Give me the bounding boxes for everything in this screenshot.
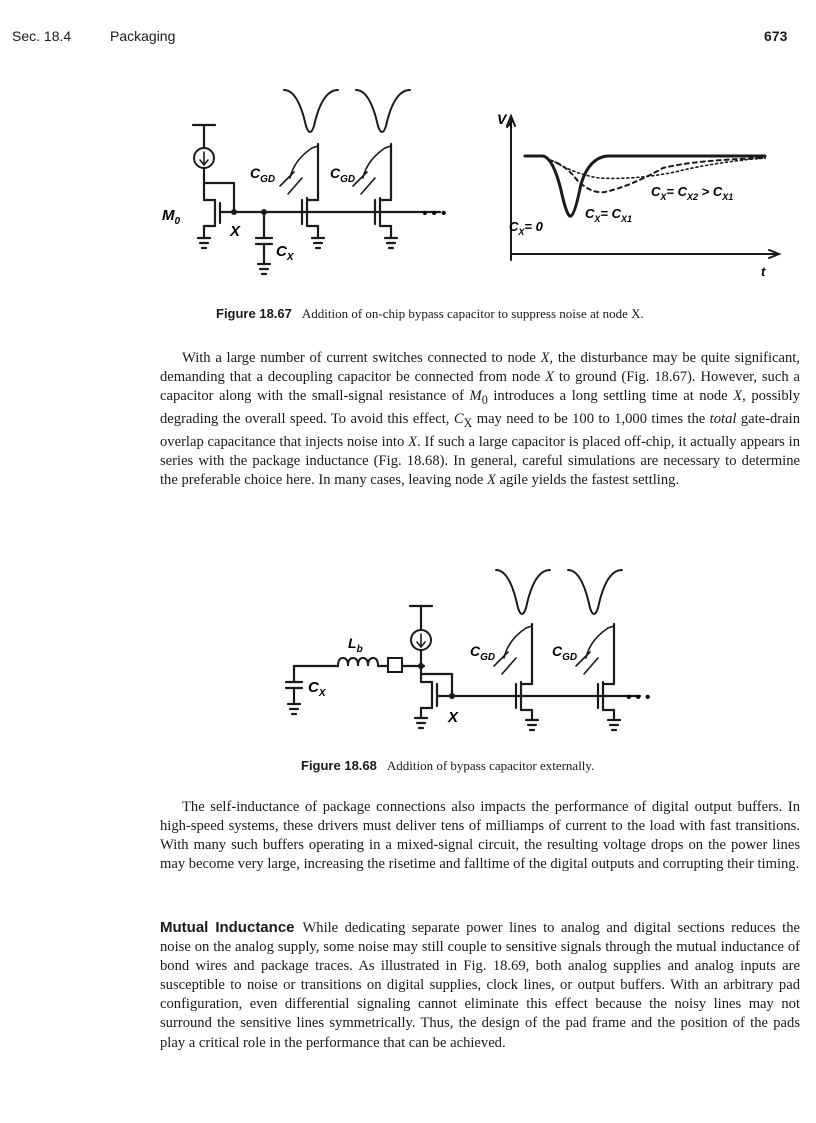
running-header-title: Packaging bbox=[110, 28, 176, 44]
continuation-dots: • • • bbox=[626, 689, 651, 706]
caption-text: Addition of bypass capacitor externally. bbox=[386, 758, 595, 773]
cgd-label-2: $C_{GD}$ bbox=[552, 643, 578, 663]
paragraph-bypass-capacitor: With a large number of current switches connected to node X, the disturbance may be quite significant, demanding that a decoupling capacitor be connected from node X to ground (Fig. 18.67). However, such a capacitor along with the small-signal resistance of $M_0$ introduces a long settling time at node X, possibly degrading the overall speed. To avoid this effect, $C_X$ may need to be 100 to 1,000 times the total gate-drain overlap capacitance that injects noise into X. If such a large capacitor is placed off-chip, it actually appears in series with the package inductance (Fig. 18.68). In general, careful simulations are necessary to determine the preferable choice here. In many cases, leaving node X agile yields the fastest settling. bbox=[160, 350, 800, 489]
cx-label: $C_X$ bbox=[276, 243, 294, 263]
caption-label: Figure 18.67 bbox=[216, 306, 292, 321]
plot-x-axis-label: t bbox=[761, 264, 766, 279]
page-number: 673 bbox=[764, 28, 788, 44]
figure-18-67-plot bbox=[495, 110, 790, 280]
cgd-label-1: $C_{GD}$ bbox=[250, 165, 276, 185]
paragraph-mutual-inductance: Mutual Inductance While dedicating separate power lines to analog and digital sections reduces the noise on the analog supply, some noise may still couple to sensitive signals through the mutual inductance of bond wires and package traces. As illustrated in Fig. 18.69, both analog supplies and analog inputs are susceptible to noise or transitions on digital supplies, clock lines, or output buffers. With an arbitrary pad configuration, even differential signaling cannot eliminate this effect because the noisy lines may not surround the sensitive lines symmetrically. Thus, the design of the pad frame and the position of the pads play a critical role in the performance that can be achieved. bbox=[160, 919, 800, 1051]
m0-label: $M_0$ bbox=[162, 207, 181, 227]
cgd-label-2: $C_{GD}$ bbox=[330, 165, 356, 185]
plot-y-axis-label: $V_X$ bbox=[497, 111, 514, 131]
figure-18-67-caption bbox=[216, 306, 644, 322]
node-x-label: X bbox=[448, 709, 459, 726]
figure-18-68-caption bbox=[301, 758, 594, 774]
paragraph-self-inductance: The self-inductance of package connections also impacts the performance of digital output buffers. In high-speed systems, these drivers must deliver tens of milliamps of current to the load with fast transitions. With many such buffers operating in a mixed-signal circuit, the resulting voltage drops on the power lines may become very large, increasing the risetime and falltime of the digital outputs and corrupting their timing. bbox=[160, 799, 800, 873]
caption-label: Figure 18.68 bbox=[301, 758, 377, 773]
figure-18-67-circuit bbox=[160, 78, 470, 290]
continuation-dots: • • • bbox=[422, 205, 447, 222]
cgd-label-1: $C_{GD}$ bbox=[470, 643, 496, 663]
curve-label-cx0: $C_X= 0$ bbox=[509, 219, 543, 237]
curve-label-cx1: $C_X= C_{X1}$ bbox=[585, 206, 633, 224]
cx-external-label: $C_X$ bbox=[308, 679, 326, 699]
caption-text: Addition of on-chip bypass capacitor to suppress noise at node X. bbox=[301, 306, 644, 321]
figure-18-68-circuit bbox=[280, 562, 660, 744]
section-heading: Mutual Inductance bbox=[160, 919, 295, 936]
node-x-label: X bbox=[230, 223, 241, 240]
curve-label-cx2: $C_X= C_{X2} > C_{X1}$ bbox=[651, 184, 734, 202]
running-header-section: Sec. 18.4 bbox=[12, 28, 72, 44]
lb-label: $L_b$ bbox=[348, 635, 363, 655]
